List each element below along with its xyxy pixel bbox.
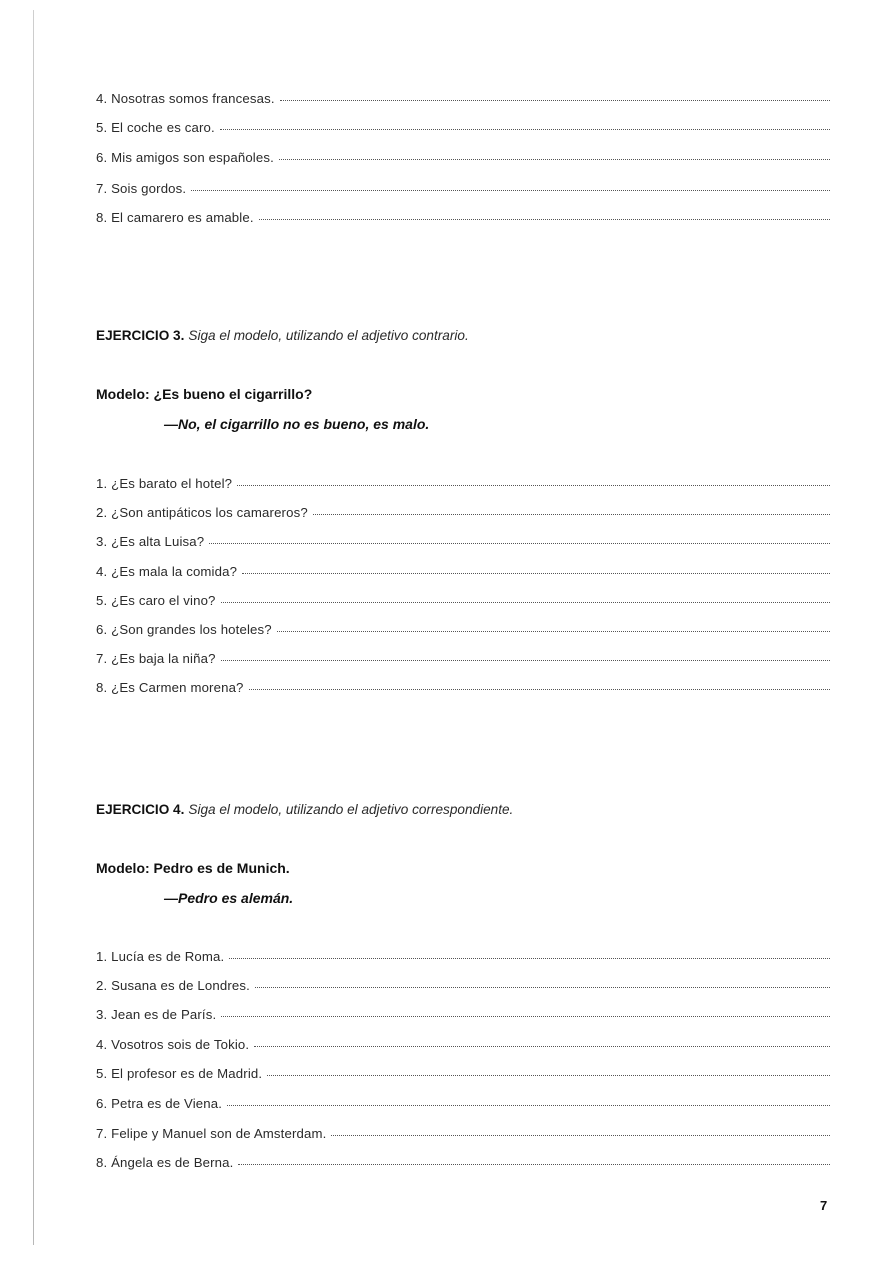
item-text: 2. ¿Son antipáticos los camareros? [96,505,308,520]
exercise3-item-6 [96,622,830,642]
item-text: 8. Ángela es de Berna. [96,1155,234,1170]
item-text: 7. Sois gordos. [96,181,187,196]
item-text: 1. ¿Es barato el hotel? [96,476,233,491]
exercise4-instruction: Siga el modelo, utilizando el adjetivo correspondiente. [188,802,514,817]
exercise4-item-2 [96,978,830,998]
answer-line[interactable] [229,957,830,959]
answer-line[interactable] [191,189,830,191]
exercise4-label: EJERCICIO 4. [96,802,185,817]
item-text: 5. El coche es caro. [96,120,215,135]
exercise2-item-4 [96,91,830,111]
item-text: 6. Mis amigos son españoles. [96,150,274,165]
answer-line[interactable] [259,218,830,220]
answer-line[interactable] [242,572,830,574]
answer-line[interactable] [255,986,830,988]
answer-line[interactable] [209,542,830,544]
item-text: 8. El camarero es amable. [96,210,254,225]
answer-line[interactable] [237,484,830,486]
exercise2-item-5 [96,120,830,140]
answer-line[interactable] [220,128,830,130]
exercise3-model-answer: —No, el cigarrillo no es bueno, es malo. [164,416,430,432]
exercise3-item-2 [96,505,830,525]
item-text: 4. Vosotros sois de Tokio. [96,1037,250,1052]
exercise3-model-question: Modelo: ¿Es bueno el cigarrillo? [96,386,313,402]
answer-line[interactable] [267,1074,830,1076]
exercise3-item-3 [96,534,830,554]
exercise3-item-7 [96,651,830,671]
exercise3-label: EJERCICIO 3. [96,328,185,343]
exercise2-item-7 [96,181,830,201]
answer-line[interactable] [221,659,830,661]
exercise3-item-5 [96,593,830,613]
answer-line[interactable] [277,630,830,632]
exercise4-model-answer: —Pedro es alemán. [164,890,294,906]
exercise3-instruction: Siga el modelo, utilizando el adjetivo contrario. [188,328,469,343]
answer-line[interactable] [313,513,830,515]
page-number: 7 [820,1198,828,1213]
item-text: 4. ¿Es mala la comida? [96,564,238,579]
exercise4-item-5 [96,1066,830,1086]
page-margin-line [33,10,34,1245]
exercise4-item-1 [96,949,830,969]
answer-line[interactable] [221,601,830,603]
answer-line[interactable] [279,158,830,160]
item-text: 5. ¿Es caro el vino? [96,593,216,608]
answer-line[interactable] [254,1045,830,1047]
item-text: 3. Jean es de París. [96,1007,217,1022]
answer-line[interactable] [331,1134,830,1136]
exercise3-item-8 [96,680,830,700]
item-text: 7. ¿Es baja la niña? [96,651,216,666]
answer-line[interactable] [238,1163,830,1165]
item-text: 4. Nosotras somos francesas. [96,91,275,106]
exercise4-item-6 [96,1096,830,1116]
answer-line[interactable] [221,1015,830,1017]
exercise2-item-6 [96,150,830,170]
item-text: 6. Petra es de Viena. [96,1096,223,1111]
answer-line[interactable] [249,688,830,690]
exercise3-item-1 [96,476,830,496]
exercise4-model-question: Modelo: Pedro es de Munich. [96,860,290,876]
exercise4-item-3 [96,1007,830,1027]
exercise4-item-4 [96,1037,830,1057]
item-text: 7. Felipe y Manuel son de Amsterdam. [96,1126,327,1141]
item-text: 6. ¿Son grandes los hoteles? [96,622,272,637]
exercise3-header [96,328,830,343]
exercise4-header [96,802,830,817]
item-text: 3. ¿Es alta Luisa? [96,534,205,549]
item-text: 2. Susana es de Londres. [96,978,250,993]
answer-line[interactable] [227,1104,830,1106]
exercise2-item-8 [96,210,830,230]
exercise4-item-8 [96,1155,830,1175]
exercise4-item-7 [96,1126,830,1146]
exercise3-item-4 [96,564,830,584]
item-text: 5. El profesor es de Madrid. [96,1066,263,1081]
item-text: 1. Lucía es de Roma. [96,949,225,964]
item-text: 8. ¿Es Carmen morena? [96,680,244,695]
answer-line[interactable] [280,99,830,101]
